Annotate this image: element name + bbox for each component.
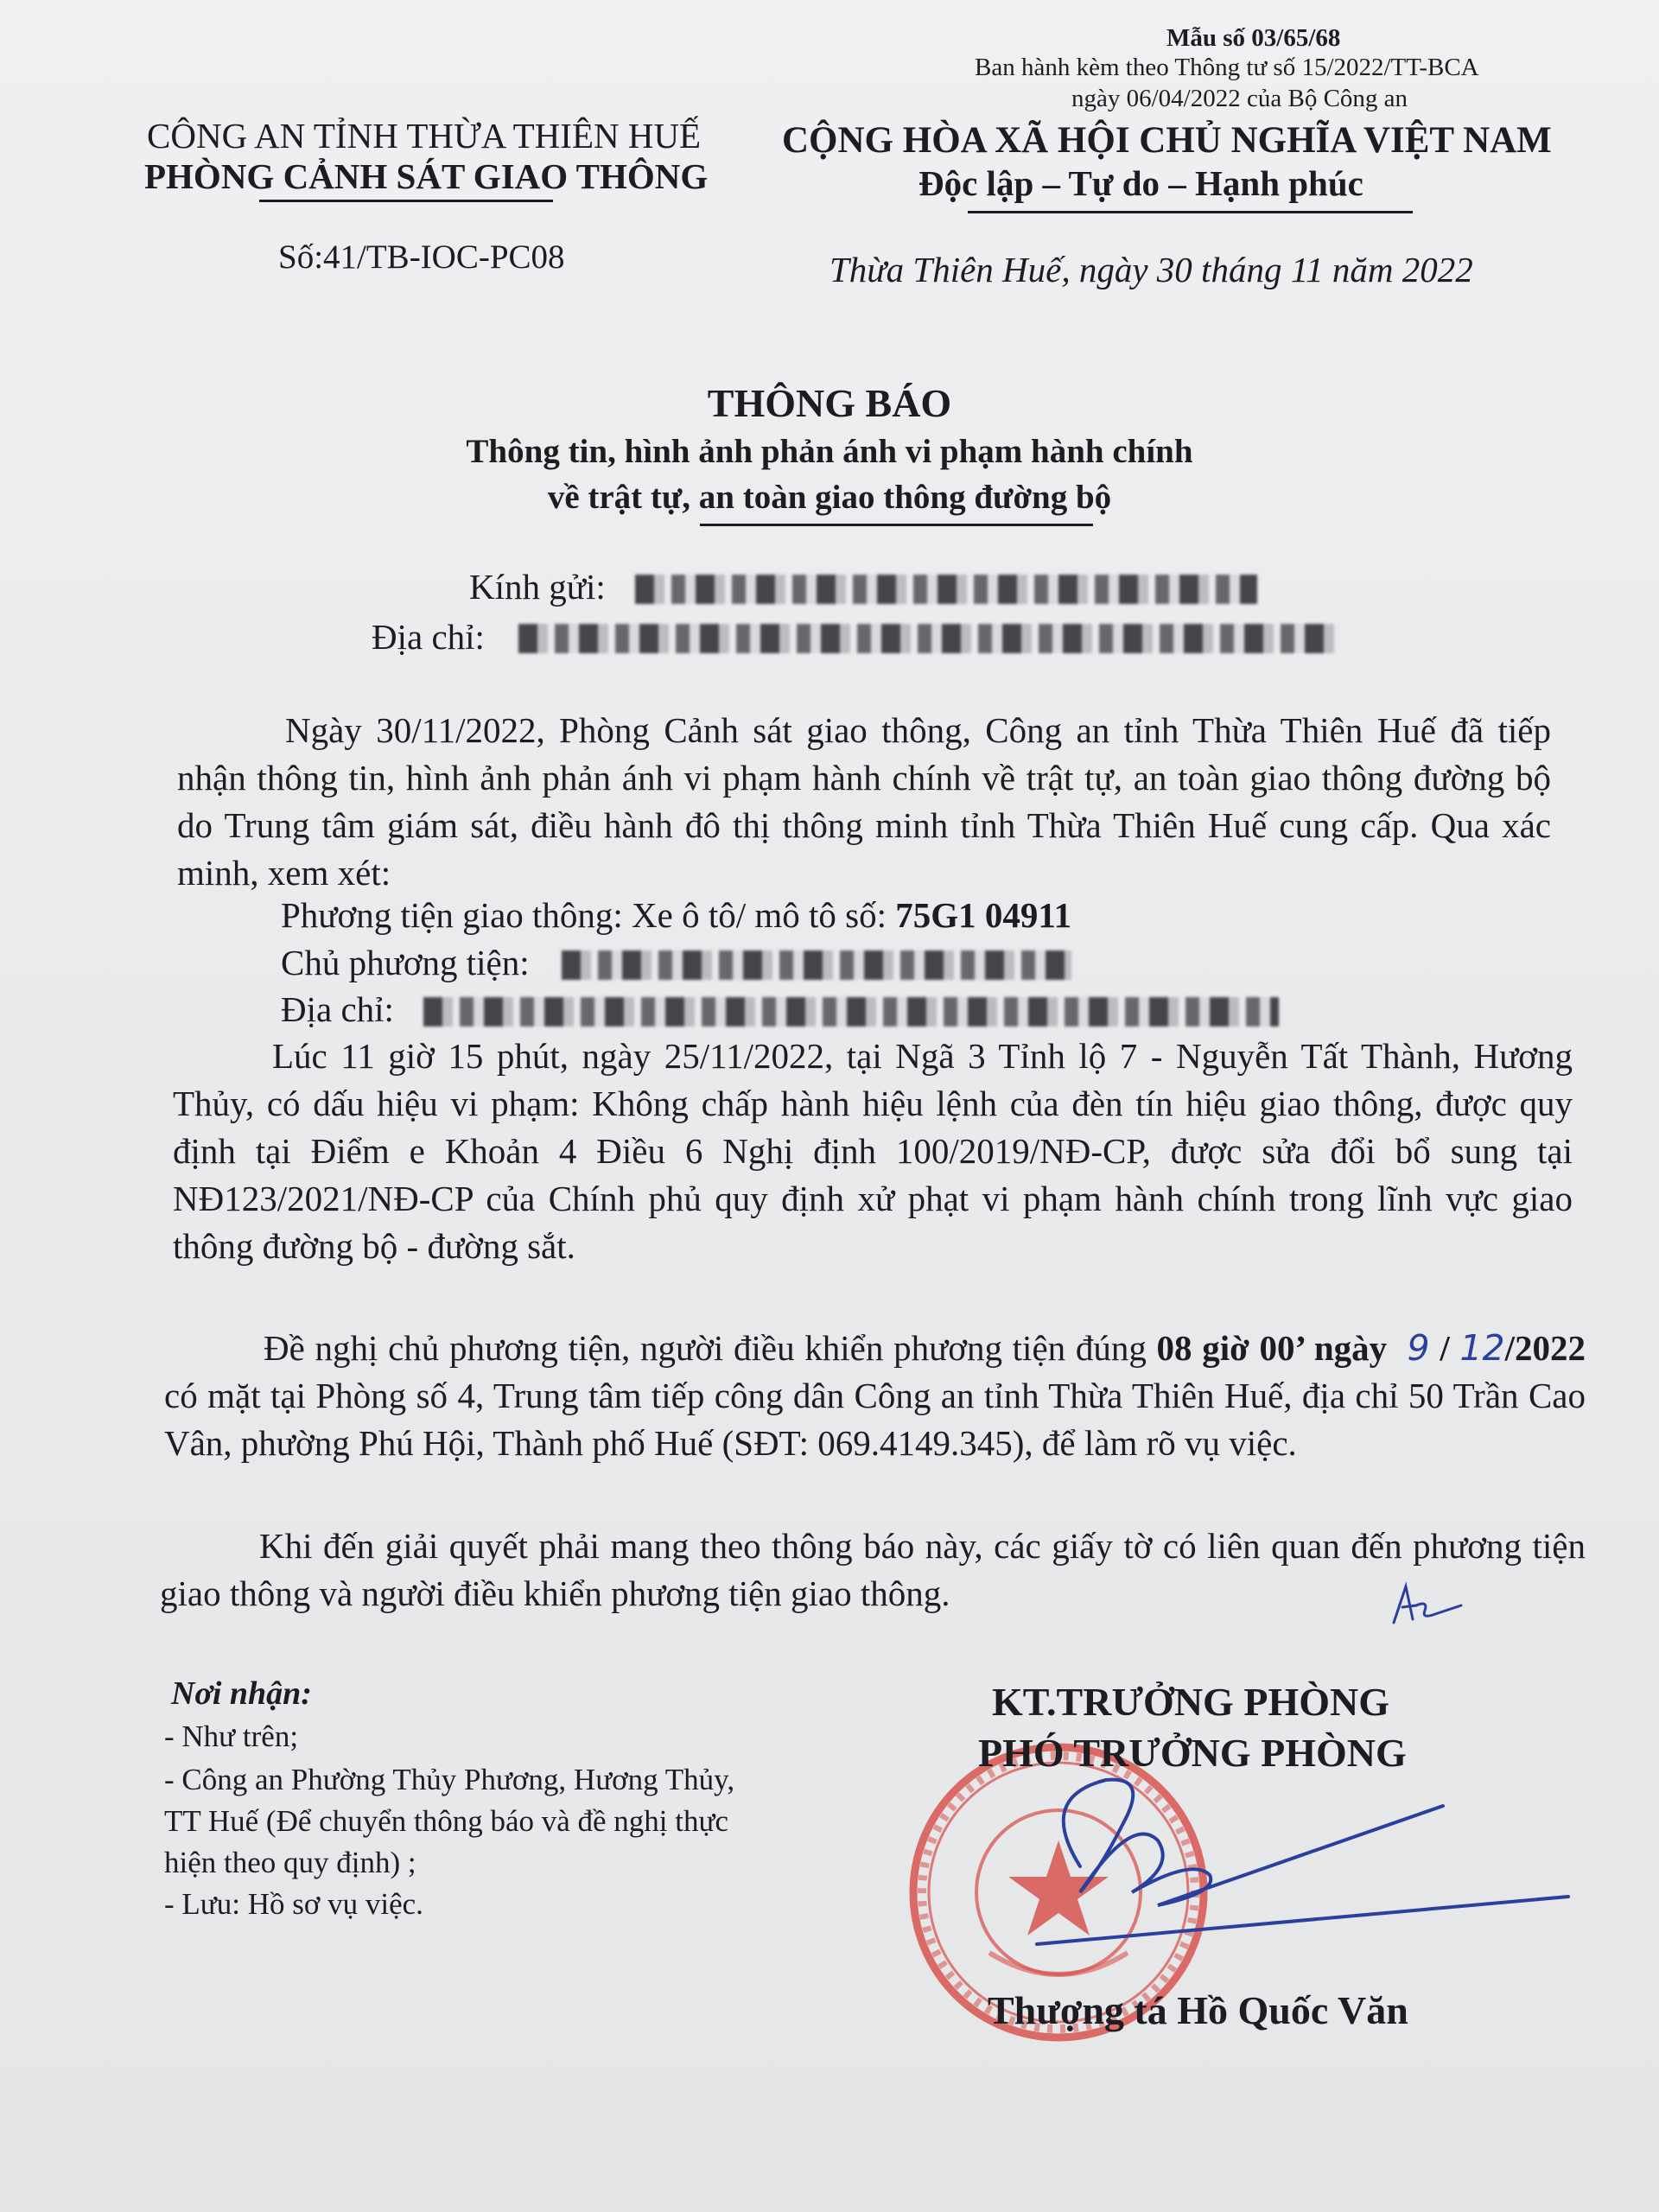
- subtitle-underline: [700, 524, 1093, 526]
- place-date: Thừa Thiên Huế, ngày 30 tháng 11 năm 2022: [830, 250, 1473, 289]
- summons-time: 08 giờ 00’ ngày: [1156, 1328, 1388, 1368]
- summons-text-a: Đề nghị chủ phương tiện, người điều khiển phương tiện đúng: [264, 1328, 1157, 1368]
- sign-title-2: PHÓ TRƯỞNG PHÒNG: [978, 1731, 1407, 1775]
- recipient-item: hiện theo quy định) ;: [164, 1846, 416, 1879]
- paragraph-violation: [173, 1033, 1573, 1270]
- recipient-item: - Như trên;: [164, 1719, 299, 1753]
- signature: [1028, 1763, 1581, 1961]
- vehicle-label: Phương tiện giao thông: Xe ô tô/ mô tô số:: [281, 895, 896, 935]
- summons-year: /2022: [1504, 1328, 1586, 1368]
- recipient-item: TT Huế (Để chuyển thông báo và đề nghị thực: [164, 1804, 729, 1838]
- sign-title-1: KT.TRƯỞNG PHÒNG: [992, 1680, 1389, 1724]
- document-number: Số:41/TB-IOC-PC08: [278, 238, 565, 276]
- paragraph-summons: [164, 1325, 1586, 1467]
- document-title: THÔNG BÁO: [707, 381, 952, 425]
- paragraph-intro: [177, 707, 1551, 897]
- agency-parent: CÔNG AN TỈNH THỪA THIÊN HUẾ: [147, 116, 702, 156]
- document-subtitle-2: về trật tự, an toàn giao thông đường bộ: [547, 479, 1112, 516]
- vehicle-line: [281, 894, 1071, 936]
- recipient-address-label: Địa chỉ:: [372, 617, 485, 657]
- motto-underline: [968, 211, 1413, 213]
- recipients-title: Nơi nhận:: [171, 1675, 312, 1712]
- paragraph-intro-text: Ngày 30/11/2022, Phòng Cảnh sát giao thông, Công an tỉnh Thừa Thiên Huế đã tiếp nhận thông tin, hình ảnh phản ánh vi phạm hành chính về trật tự, an toàn giao thông đường bộ do Trung tâm giám sát, điều hành đô thị thông minh tỉnh Thừa Thiên Huế cung cấp. Qua xác minh, xem xét:: [177, 710, 1551, 893]
- redacted-owner-address: [423, 997, 1279, 1027]
- handwritten-day: 9: [1407, 1327, 1430, 1369]
- handwritten-month: 12: [1459, 1327, 1505, 1369]
- signer-name: Thượng tá Hồ Quốc Văn: [988, 1988, 1408, 2032]
- paragraph-requirements-text: Khi đến giải quyết phải mang theo thông báo này, các giấy tờ có liên quan đến phương tiện giao thông và người điều khiển phương tiện giao thông.: [160, 1526, 1586, 1613]
- nation-title: CỘNG HÒA XÃ HỘI CHỦ NGHĨA VIỆT NAM: [782, 120, 1552, 161]
- form-issue-line2: ngày 06/04/2022 của Bộ Công an: [1071, 85, 1408, 112]
- redacted-recipient-address: [518, 624, 1339, 653]
- owner-label: Chủ phương tiện:: [281, 943, 530, 982]
- paragraph-requirements: [160, 1522, 1586, 1618]
- agency-name: PHÒNG CẢNH SÁT GIAO THÔNG: [144, 156, 709, 196]
- recipient-label: Kính gửi:: [469, 567, 606, 607]
- agency-underline: [259, 200, 553, 202]
- form-code: Mẫu số 03/65/68: [1166, 24, 1341, 52]
- redacted-owner-name: [562, 950, 1071, 980]
- redacted-recipient-name: [635, 575, 1257, 604]
- motto: Độc lập – Tự do – Hạnh phúc: [918, 163, 1363, 203]
- date-separator: /: [1440, 1328, 1450, 1368]
- recipient-item: - Lưu: Hồ sơ vụ việc.: [164, 1887, 423, 1921]
- vehicle-plate: 75G1 04911: [895, 895, 1072, 935]
- document-subtitle-1: Thông tin, hình ảnh phản ánh vi phạm hành chính: [466, 433, 1193, 470]
- recipient-item: - Công an Phường Thủy Phương, Hương Thủy,: [164, 1763, 735, 1796]
- paragraph-violation-text: Lúc 11 giờ 15 phút, ngày 25/11/2022, tại Ngã 3 Tỉnh lộ 7 - Nguyễn Tất Thành, Hương Thủy, có dấu hiệu vi phạm: Không chấp hành hiệu lệnh của đèn tín hiệu giao thông, được quy định tại Điểm e Khoản 4 Điều 6 Nghị định 100/2019/NĐ-CP, được sửa đổi bổ sung tại NĐ123/2021/NĐ-CP của Chính phủ quy định xử phạt vi phạm hành chính trong lĩnh vực giao thông đường bộ - đường sắt.: [173, 1036, 1573, 1266]
- initial-mark: [1387, 1580, 1469, 1631]
- owner-address-label: Địa chỉ:: [281, 989, 394, 1029]
- summons-text-b: có mặt tại Phòng số 4, Trung tâm tiếp công dân Công an tỉnh Thừa Thiên Huế, địa chỉ 50 Trần Cao Vân, phường Phú Hội, Thành phố Huế (SĐT: 069.4149.345), để làm rõ vụ việc.: [164, 1376, 1586, 1463]
- form-issue-line1: Ban hành kèm theo Thông tư số 15/2022/TT-BCA: [975, 54, 1479, 81]
- owner-address-line: [281, 988, 394, 1030]
- owner-line: [281, 942, 530, 983]
